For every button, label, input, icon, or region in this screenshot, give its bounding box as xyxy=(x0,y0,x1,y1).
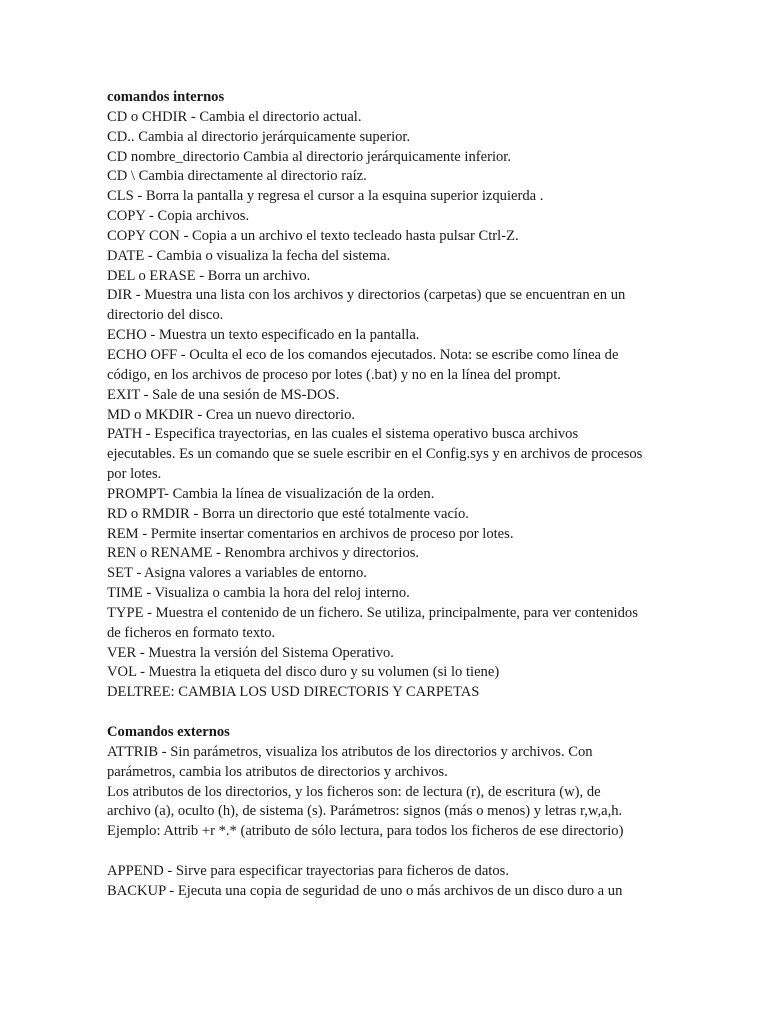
document-body xyxy=(107,88,667,902)
text-line: CD nombre_directorio Cambia al directorio jerárquicamente inferior. xyxy=(107,148,512,165)
text-line: VOL - Muestra la etiqueta del disco duro y su volumen (si lo tiene) xyxy=(107,664,500,681)
section-heading-externos: Comandos externos xyxy=(107,724,230,740)
text-line: DATE - Cambia o visualiza la fecha del sistema. xyxy=(107,247,391,264)
text-line: COPY - Copia archivos. xyxy=(107,208,250,225)
text-line: Los atributos de los directorios, y los ficheros son: de lectura (r), de escritura (w), de xyxy=(107,783,601,800)
text-line: parámetros, cambia los atributos de directorios y archivos. xyxy=(107,763,448,780)
paragraph-spacer xyxy=(107,842,667,862)
text-line: por lotes. xyxy=(107,466,162,483)
section-heading-internos: comandos internos xyxy=(107,89,225,105)
text-line: archivo (a), oculto (h), de sistema (s). Parámetros: signos (más o menos) y letras r,w,a,h. xyxy=(107,803,623,820)
externos-lines-a xyxy=(107,743,667,842)
text-line: directorio del disco. xyxy=(107,307,224,324)
text-line: de ficheros en formato texto. xyxy=(107,624,276,641)
text-line: COPY CON - Copia a un archivo el texto tecleado hasta pulsar Ctrl-Z. xyxy=(107,227,519,244)
text-line: ATTRIB - Sin parámetros, visualiza los atributos de los directorios y archivos. Con xyxy=(107,743,593,760)
text-line: BACKUP - Ejecuta una copia de seguridad de uno o más archivos de un disco duro a un xyxy=(107,882,623,899)
text-line: Ejemplo: Attrib +r *.* (atributo de sólo lectura, para todos los ficheros de ese directorio) xyxy=(107,823,624,840)
text-line: SET - Asigna valores a variables de entorno. xyxy=(107,565,367,582)
internos-lines xyxy=(107,108,667,703)
text-line: PATH - Especifica trayectorias, en las cuales el sistema operativo busca archivos xyxy=(107,426,579,443)
text-line: código, en los archivos de proceso por lotes (.bat) y no en la línea del prompt. xyxy=(107,366,561,383)
text-line: TIME - Visualiza o cambia la hora del reloj interno. xyxy=(107,585,410,602)
text-line: CD.. Cambia al directorio jerárquicamente superior. xyxy=(107,128,411,145)
text-line: MD o MKDIR - Crea un nuevo directorio. xyxy=(107,406,356,423)
text-line: DELTREE: CAMBIA LOS USD DIRECTORIS Y CARPETAS xyxy=(107,684,480,701)
text-line: TYPE - Muestra el contenido de un fichero. Se utiliza, principalmente, para ver contenidos xyxy=(107,604,638,621)
text-line: DEL o ERASE - Borra un archivo. xyxy=(107,267,311,284)
externos-lines-b xyxy=(107,862,667,902)
text-line: REN o RENAME - Renombra archivos y directorios. xyxy=(107,545,420,562)
text-line: CD \ Cambia directamente al directorio raíz. xyxy=(107,168,367,185)
text-line: RD o RMDIR - Borra un directorio que esté totalmente vacío. xyxy=(107,505,469,522)
text-line: CD o CHDIR - Cambia el directorio actual. xyxy=(107,108,362,125)
text-line: ejecutables. Es un comando que se suele escribir en el Config.sys y en archivos de procesos xyxy=(107,446,643,463)
text-line: EXIT - Sale de una sesión de MS-DOS. xyxy=(107,386,340,403)
text-line: REM - Permite insertar comentarios en archivos de proceso por lotes. xyxy=(107,525,514,542)
text-line: CLS - Borra la pantalla y regresa el cursor a la esquina superior izquierda . xyxy=(107,188,544,205)
text-line: ECHO - Muestra un texto especificado en la pantalla. xyxy=(107,327,420,344)
text-line: VER - Muestra la versión del Sistema Operativo. xyxy=(107,644,394,661)
text-line: ECHO OFF - Oculta el eco de los comandos ejecutados. Nota: se escribe como línea de xyxy=(107,346,619,363)
text-line: PROMPT- Cambia la línea de visualización de la orden. xyxy=(107,485,435,502)
text-line: APPEND - Sirve para especificar trayectorias para ficheros de datos. xyxy=(107,862,509,879)
paragraph-spacer xyxy=(107,703,667,723)
text-line: DIR - Muestra una lista con los archivos y directorios (carpetas) que se encuentran en un xyxy=(107,287,626,304)
